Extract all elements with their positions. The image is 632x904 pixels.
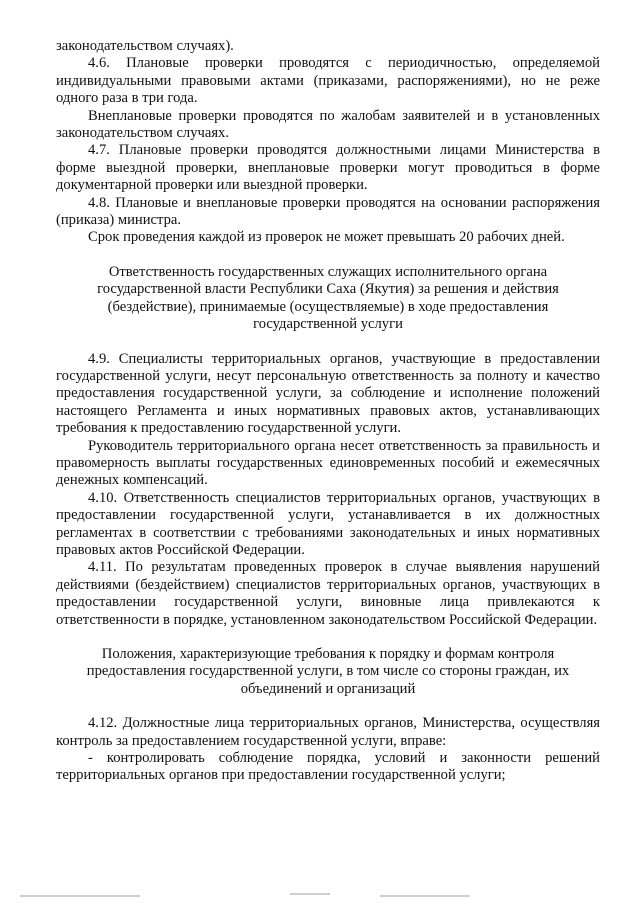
- paragraph: Руководитель территориального органа несет ответственность за правильность и правомерность выплаты государственных единовременных пособий и ежемесячных денежных компенсаций.: [56, 437, 600, 489]
- section-title-responsibility: Ответственность государственных служащих исполнительного органа государственной власти Республики Саха (Якутия) за решения и действия (бездействие), принимаемые (осуществляемые) в ходе предоставления государственной услуги: [97, 263, 559, 333]
- scan-smudge: [380, 895, 470, 897]
- spacer: [56, 247, 600, 264]
- paragraph: 4.9. Специалисты территориальных органов, участвующие в предоставлении государственной услуги, несут персональную ответственность за полноту и качество предоставления государственной услуги, за соблюдение и исполнение положений настоящего Регламента и иных нормативных правовых актов, устанавливающих требования к предоставлению государственной услуги.: [56, 350, 600, 437]
- paragraph: 4.8. Плановые и внеплановые проверки проводятся на основании распоряжения (приказа) министра.: [56, 194, 600, 229]
- section-title-control-provisions: Положения, характеризующие требования к порядку и формам контроля предоставления государственной услуги, в том числе со стороны граждан, их объединений и организаций: [86, 646, 570, 697]
- paragraph: Срок проведения каждой из проверок не может превышать 20 рабочих дней.: [88, 229, 565, 246]
- paragraph: законодательством случаях).: [56, 38, 234, 54]
- paragraph: 4.11. По результатам проведенных проверок в случае выявления нарушений действиями (бездействием) специалистов территориальных органов, участвующих в предоставлении государственной услуги, виновные лица привлекаются к ответственности в порядке, установленном законодательством Российской Федерации.: [56, 559, 600, 628]
- document-page: [56, 38, 600, 785]
- scan-edge-artifacts: [0, 893, 632, 899]
- paragraph: 4.7. Плановые проверки проводятся должностными лицами Министерства в форме выездной проверки, внеплановые проверки могут проводиться в форме документарной проверки или выездной проверки.: [56, 142, 600, 194]
- paragraph: 4.10. Ответственность специалистов территориальных органов, участвующих в предоставлении государственной услуги, устанавливается в их должностных регламентах в соответствии с требованиями законодательных и иных нормативных правовых актов Российской Федерации.: [56, 489, 600, 558]
- paragraph: 4.6. Плановые проверки проводятся с периодичностью, определяемой индивидуальными правовыми актами (приказами, распоряжениями), но не реже одного раза в три года.: [56, 55, 600, 107]
- spacer: [56, 698, 600, 715]
- scan-smudge: [290, 893, 330, 895]
- spacer: [56, 334, 600, 351]
- paragraph: - контролировать соблюдение порядка, условий и законности решений территориальных органов при предоставлении государственной услуги;: [56, 750, 600, 784]
- paragraph: Внеплановые проверки проводятся по жалобам заявителей и в установленных законодательством случаях.: [56, 107, 600, 142]
- spacer: [56, 629, 600, 646]
- scan-smudge: [20, 895, 140, 897]
- paragraph: 4.12. Должностные лица территориальных органов, Министерства, осуществляя контроль за предоставлением государственной услуги, вправе:: [56, 715, 600, 749]
